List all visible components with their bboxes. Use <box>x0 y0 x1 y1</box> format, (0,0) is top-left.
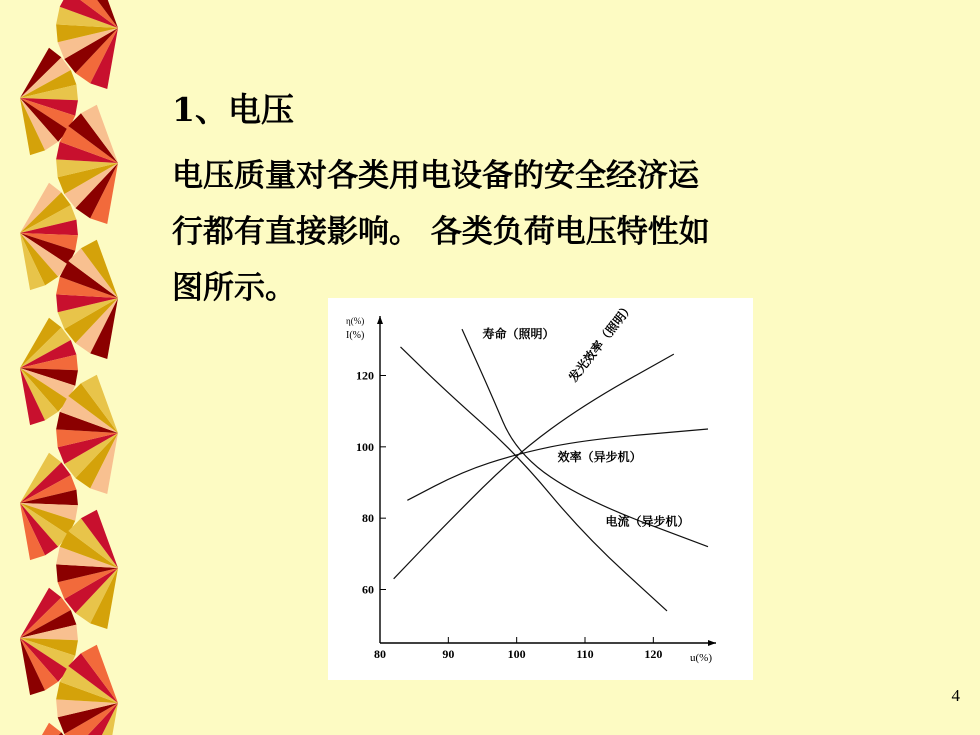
ribbon-segment <box>20 723 61 735</box>
y-tick-label: 80 <box>362 511 374 526</box>
x-axis-label: u(%) <box>690 652 712 664</box>
chart-svg <box>328 298 753 680</box>
body-line-2: 行都有直接影响。 各类负荷电压特性如 <box>172 214 710 250</box>
x-tick-label: 120 <box>644 647 663 661</box>
x-axis-arrow <box>708 640 716 646</box>
x-tick-label: 110 <box>576 647 594 661</box>
y-axis-label-current: I(%) <box>346 330 365 341</box>
slide-body-text <box>172 148 942 316</box>
series-label: 电流（异步机） <box>605 514 690 529</box>
x-tick-label: 90 <box>442 647 455 661</box>
x-tick-label: 100 <box>507 647 526 661</box>
y-axis-arrow <box>377 316 383 324</box>
series-line <box>407 429 708 500</box>
y-tick-label: 100 <box>356 439 374 454</box>
series-line <box>394 354 674 579</box>
body-line-3: 图所示。 <box>172 270 296 306</box>
chart-series-labels <box>483 300 690 529</box>
series-label: 寿命（照明） <box>482 327 555 342</box>
voltage-characteristic-chart <box>328 298 753 680</box>
y-axis-label-eta: η(%) <box>346 316 365 326</box>
chart-series-lines <box>394 329 708 611</box>
series-line <box>401 347 668 611</box>
decorative-ribbon-border <box>0 0 130 735</box>
y-tick-label: 60 <box>362 582 374 597</box>
y-tick-label: 120 <box>356 368 374 383</box>
page-number: 4 <box>951 686 960 705</box>
series-label: 效率（异步机） <box>557 450 642 465</box>
chart-axes <box>346 316 716 664</box>
series-label: 发光效率（照明） <box>566 300 637 385</box>
body-line-1: 电压质量对各类用电设备的安全经济运 <box>172 158 699 194</box>
slide-heading: 1、电压 <box>172 90 294 129</box>
x-tick-label: 80 <box>374 647 386 661</box>
